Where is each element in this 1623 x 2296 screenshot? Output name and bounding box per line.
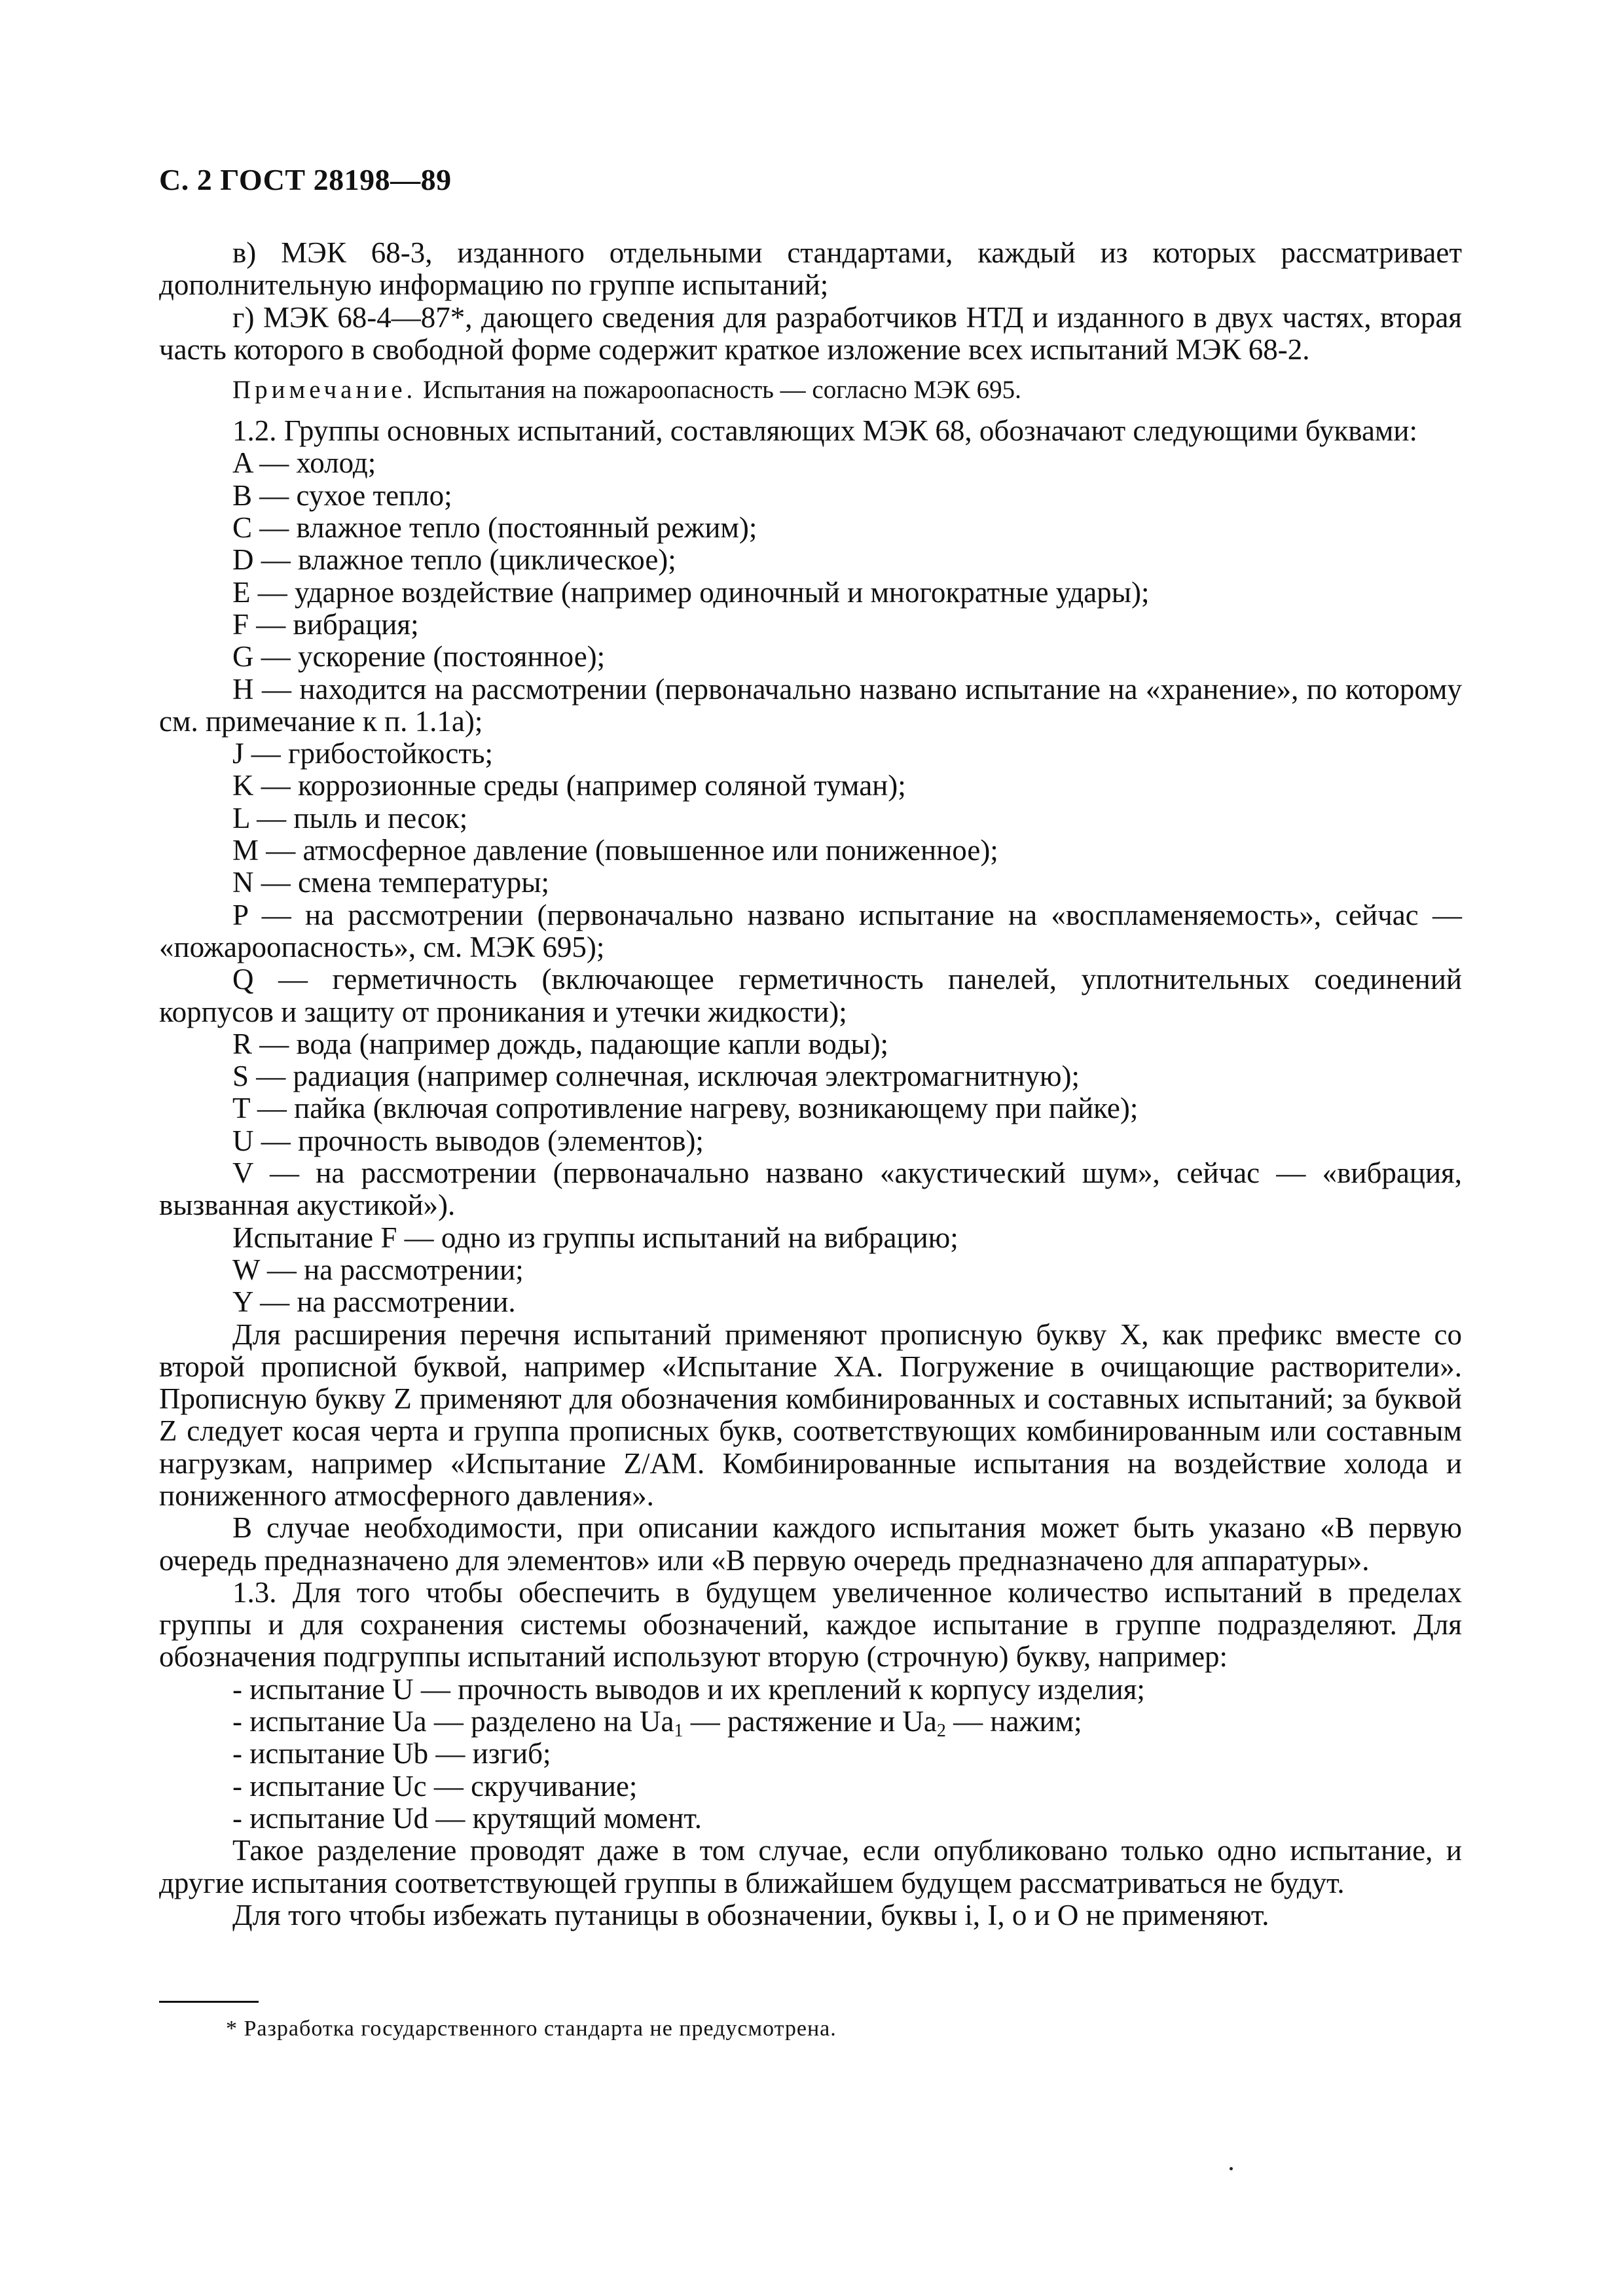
test-group-item: J — грибостойкость;	[232, 737, 494, 770]
ua-subscript-1: 1	[674, 1721, 684, 1742]
test-group-item: V — на рассмотрении (первоначально названо «акустический шум», сейчас — «вибрация, вызванная акустикой»).	[159, 1157, 1462, 1222]
paragraph-item-g: г) МЭК 68-4—87*, дающего сведения для разработчиков НТД и изданного в двух частях, вторая часть которого в свободной форме содержит краткое изложение всех испытаний МЭК 68-2.	[159, 300, 1462, 366]
subgroup-list	[159, 1674, 1462, 1835]
test-group-item: K — коррозионные среды (например соляной туман);	[232, 769, 906, 802]
test-group-item: C — влажное тепло (постоянный режим);	[232, 511, 757, 545]
test-group-list	[159, 447, 1462, 1318]
test-group-item: D — влажное тепло (циклическое);	[232, 543, 676, 577]
test-group-item: N — смена температуры;	[232, 866, 550, 899]
note-text: Испытания на пожароопасность — согласно МЭК 695.	[423, 376, 1021, 404]
paragraph-prefix-x: Для расширения перечня испытаний применяют прописную букву X, как префикс вместе со второй прописной буквой, например «Испытание XA. Погружение в очищающие растворители». Прописную букву Z применяют для обозначения комбинированных и составных испытаний; за буквой Z следует косая черта и группа прописных букв, соответствующих комбинированным или составным нагрузкам, например «Испытание Z/AM. Комбинированные испытания на воздействие холода и пониженного атмосферного давления».	[159, 1318, 1462, 1512]
test-group-item: L — пыль и песок;	[232, 801, 468, 834]
scan-speck	[1230, 2167, 1233, 2170]
test-group-item: B — сухое тепло;	[232, 478, 452, 512]
subgroup-item-ud: - испытание Ud — крутящий момент.	[232, 1801, 702, 1835]
test-group-item: R — вода (например дождь, падающие капли воды);	[232, 1027, 889, 1060]
paragraph-avoid-letters: Для того чтобы избежать путаницы в обозначении, буквы i, I, o и O не применяют.	[232, 1898, 1269, 1931]
paragraph-1-3: 1.3. Для того чтобы обеспечить в будущем увеличенное количество испытаний в пределах группы и для сохранения системы обозначений, каждое испытание в группе подразделяют. Для обозначения подгруппы испытаний используют вторую (строчную) букву, например:	[159, 1575, 1462, 1674]
ua-tail: — нажим;	[945, 1705, 1082, 1738]
subgroup-item-ua	[159, 1705, 1462, 1742]
test-group-item: F — вибрация;	[232, 607, 419, 641]
ua-mid: — растяжение и Ua	[683, 1705, 937, 1738]
ua-lead: - испытание Ua — разделено на Ua	[232, 1705, 674, 1738]
test-group-item: S — радиация (например солнечная, исключая электромагнитную);	[232, 1060, 1080, 1093]
paragraph-separation: Такое разделение проводят даже в том случае, если опубликовано только одно испытание, и другие испытания соответствующей группы в ближайшем будущем рассматриваться не будут.	[159, 1834, 1462, 1899]
footnote-rule	[159, 2001, 259, 2003]
test-group-item: U — прочность выводов (элементов);	[232, 1124, 704, 1157]
footnote: * Разработка государственного стандарта не предусмотрена.	[226, 2017, 837, 2041]
paragraph-1-2: 1.2. Группы основных испытаний, составляющих МЭК 68, обозначают следующими буквами:	[232, 414, 1417, 448]
test-group-item: P — на рассмотрении (первоначально названо испытание на «воспламеняемость», сейчас — «пожароопасность», см. МЭК 695);	[159, 898, 1462, 963]
test-group-item: M — атмосферное давление (повышенное или пониженное);	[232, 834, 998, 867]
subgroup-item-u: - испытание U — прочность выводов и их креплений к корпусу изделия;	[232, 1672, 1145, 1706]
note	[159, 374, 1462, 406]
test-group-item: W — на рассмотрении;	[232, 1253, 524, 1286]
subgroup-item-uc: - испытание Uc — скручивание;	[232, 1769, 638, 1803]
test-group-item: Q — герметичность (включающее герметичность панелей, уплотнительных соединений корпусов и защиту от проникания и утечки жидкости);	[159, 963, 1462, 1028]
ua-subscript-2: 2	[936, 1721, 946, 1742]
test-group-item: Испытание F — одно из группы испытаний на вибрацию;	[232, 1221, 958, 1254]
test-group-item: H — находится на рассмотрении (первоначально названо испытание на «хранение», по которому см. примечание к п. 1.1а);	[159, 672, 1462, 738]
test-group-item: E — ударное воздействие (например одиночный и многократные удары);	[232, 575, 1150, 609]
paragraph-item-v: в) МЭК 68-3, изданного отдельными стандартами, каждый из которых рассматривает дополнительную информацию по группе испытаний;	[159, 236, 1462, 302]
paragraph-case: В случае необходимости, при описании каждого испытания может быть указано «В первую очередь предназначено для элементов» или «В первую очередь предназначено для аппаратуры».	[159, 1511, 1462, 1577]
test-group-item: G — ускорение (постоянное);	[232, 640, 606, 673]
test-group-item: Y — на рассмотрении.	[232, 1285, 516, 1319]
subgroup-item-ub: - испытание Ub — изгиб;	[232, 1737, 551, 1770]
test-group-item: T — пайка (включая сопротивление нагреву, возникающему при пайке);	[232, 1092, 1139, 1125]
document-body	[159, 237, 1462, 1931]
note-label: Примечание.	[232, 376, 417, 404]
page-header: С. 2 ГОСТ 28198—89	[159, 163, 452, 196]
test-group-item: A — холод;	[232, 446, 376, 480]
